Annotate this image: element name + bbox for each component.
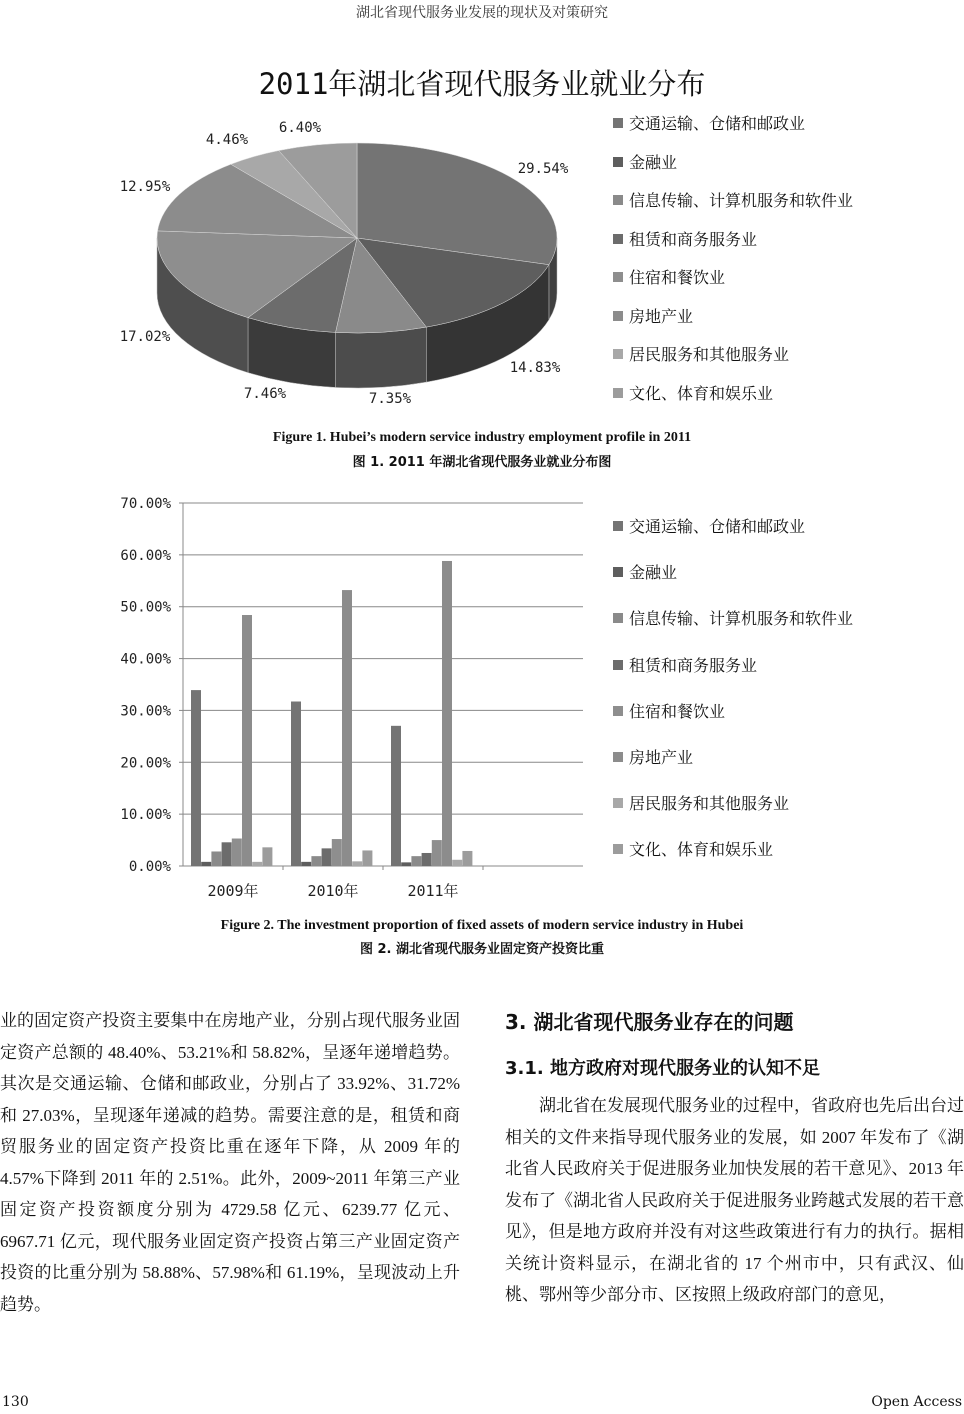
bar: [442, 561, 452, 866]
legend-item: [613, 345, 858, 364]
legend-label: 文化、体育和娱乐业: [629, 840, 774, 860]
bar: [191, 690, 201, 866]
pie-data-label: 17.02%: [119, 329, 171, 345]
legend-item: [613, 384, 858, 403]
legend-item: [613, 609, 858, 628]
legend-swatch: [613, 195, 623, 205]
y-tick-label: 50.00%: [120, 599, 171, 616]
section-heading: 3. 湖北省现代服务业存在的问题: [505, 1010, 794, 1034]
bar: [422, 853, 432, 866]
legend-swatch: [613, 798, 623, 808]
legend-item: [613, 307, 858, 326]
legend-label: 住宿和餐饮业: [629, 701, 726, 721]
y-tick-label: 40.00%: [120, 651, 171, 668]
figure-2-caption-en: Figure 2. The investment proportion of fixed assets of modern service industry in Hubei: [220, 918, 744, 933]
bar: [332, 839, 342, 866]
bar: [222, 842, 232, 866]
legend-label: 信息传输、计算机服务和软件业: [629, 609, 854, 629]
legend-item: [613, 656, 858, 675]
bar: [411, 856, 421, 866]
legend-item: [613, 748, 858, 767]
legend-item: [613, 840, 858, 859]
pie-data-label: 14.83%: [509, 360, 561, 376]
pie-data-label: 7.35%: [368, 391, 412, 407]
y-tick-label: 0.00%: [128, 859, 171, 875]
pie-chart-title: 2011年湖北省现代服务业就业分布: [258, 67, 706, 101]
bar-chart: [0, 480, 600, 910]
left-column: [0, 1005, 460, 1320]
legend-label: 租赁和商务服务业: [629, 229, 758, 249]
bar: [252, 862, 262, 866]
legend-swatch: [613, 844, 623, 854]
legend-swatch: [613, 349, 623, 359]
y-tick-label: 70.00%: [120, 496, 171, 512]
legend-item: [613, 191, 858, 210]
pie-data-label: 6.40%: [278, 120, 322, 136]
bar: [311, 856, 321, 866]
body-paragraph: 湖北省在发展现代服务业的过程中，省政府也先后出台过相关的文件来指导现代服务业的发展，如 2007 年发布了《湖北省人民政府关于促进服务业加快发展的若干意见》、2013 年发布了《湖北省人民政府关于促进服务业跨越式发展的若干意见》，但是地方政府并没有对这些政策进行有力的执行。据相关统计资料显示，在湖北省的 17 个州市中，只有武汉、仙桃、鄂州等少部分市、区按照上级政府部门的意见，: [505, 1096, 964, 1304]
legend-label: 居民服务和其他服务业: [629, 794, 790, 814]
legend-label: 居民服务和其他服务业: [629, 345, 790, 364]
bar: [352, 861, 362, 866]
legend-item: [613, 563, 858, 582]
legend-item: [613, 517, 858, 536]
legend-item: [613, 114, 858, 133]
page-number: 130: [2, 1394, 29, 1410]
y-tick-label: 30.00%: [120, 703, 171, 720]
subsection-heading: 3.1. 地方政府对现代服务业的认知不足: [505, 1057, 820, 1079]
legend-item: [613, 230, 858, 249]
legend-swatch: [613, 157, 623, 167]
pie-data-label: 29.54%: [517, 161, 569, 177]
x-tick-label: 2009年: [207, 882, 259, 900]
pie-data-label: 7.46%: [243, 386, 287, 402]
legend-item: [613, 153, 858, 172]
x-tick-label: 2011年: [407, 882, 459, 900]
figure-1-caption-en: Figure 1. Hubei’s modern service industry employment profile in 2011: [272, 430, 692, 445]
pie-chart: [0, 100, 600, 420]
legend-label: 房地产业: [629, 748, 694, 767]
y-tick-label: 10.00%: [120, 807, 171, 824]
legend-swatch: [613, 118, 623, 128]
legend-swatch: [613, 752, 623, 762]
legend-label: 金融业: [629, 152, 678, 172]
bar: [291, 702, 301, 866]
bar: [432, 840, 442, 866]
legend-label: 住宿和餐饮业: [629, 268, 726, 287]
legend-swatch: [613, 613, 623, 623]
legend-label: 租赁和商务服务业: [629, 655, 758, 675]
y-tick-label: 60.00%: [120, 547, 171, 564]
pie-data-label: 12.95%: [119, 179, 171, 195]
legend-item: [613, 794, 858, 813]
pie-data-label: 4.46%: [205, 132, 249, 148]
running-head: 湖北省现代服务业发展的现状及对策研究: [356, 5, 608, 21]
figure-2-caption-zh: 图 2. 湖北省现代服务业固定资产投资比重: [359, 942, 605, 957]
bar: [211, 851, 221, 866]
legend-swatch: [613, 311, 623, 321]
bar: [452, 860, 462, 866]
body-paragraph: 业的固定资产投资主要集中在房地产业，分别占现代服务业固定资产总额的 48.40%、53.21%和 58.82%，呈逐年递增趋势。其次是交通运输、仓储和邮政业，分别占了 33.92%、31.72%和 27.03%，呈现逐年递减的趋势。需要注意的是，租赁和商贸服务业的固定资产投资比重在逐年下降，从 2009 年的 4.57%下降到 2011 年的 2.51%。此外，2009~2011 年第三产业固定资产投资额度分别为 4729.58 亿元、6239.77 亿元、6967.71 亿元，现代服务业固定资产投资占第三产业固定资产投资的比重分别为 58.88%、57.98%和 61.19%，呈现波动上升趋势。: [0, 1011, 460, 1314]
bar: [262, 847, 272, 866]
pie-slice-side: [335, 327, 426, 388]
legend-swatch: [613, 567, 623, 577]
journal-footer: Open Access: [871, 1394, 962, 1410]
figure-1-caption-zh: 图 1. 2011 年湖北省现代服务业就业分布图: [352, 455, 612, 470]
legend-label: 交通运输、仓储和邮政业: [629, 114, 806, 133]
bar: [232, 839, 242, 866]
bar: [301, 862, 311, 866]
bar: [322, 848, 332, 866]
legend-label: 信息传输、计算机服务和软件业: [629, 191, 854, 210]
legend-swatch: [613, 234, 623, 244]
legend-swatch: [613, 521, 623, 531]
legend-swatch: [613, 706, 623, 716]
right-column: [505, 1005, 964, 1311]
bar: [342, 590, 352, 866]
legend-label: 房地产业: [629, 306, 694, 326]
x-tick-label: 2010年: [307, 882, 359, 900]
legend-swatch: [613, 388, 623, 398]
legend-label: 交通运输、仓储和邮政业: [629, 517, 806, 536]
y-tick-label: 20.00%: [120, 755, 171, 772]
bar: [201, 862, 211, 866]
bar: [462, 851, 472, 866]
bar: [401, 862, 411, 866]
legend-label: 文化、体育和娱乐业: [629, 383, 774, 403]
legend-item: [613, 702, 858, 721]
bar: [242, 615, 252, 866]
bar: [391, 726, 401, 866]
bar: [362, 850, 372, 866]
legend-item: [613, 268, 858, 287]
legend-swatch: [613, 660, 623, 670]
legend-swatch: [613, 272, 623, 282]
legend-label: 金融业: [629, 563, 678, 583]
